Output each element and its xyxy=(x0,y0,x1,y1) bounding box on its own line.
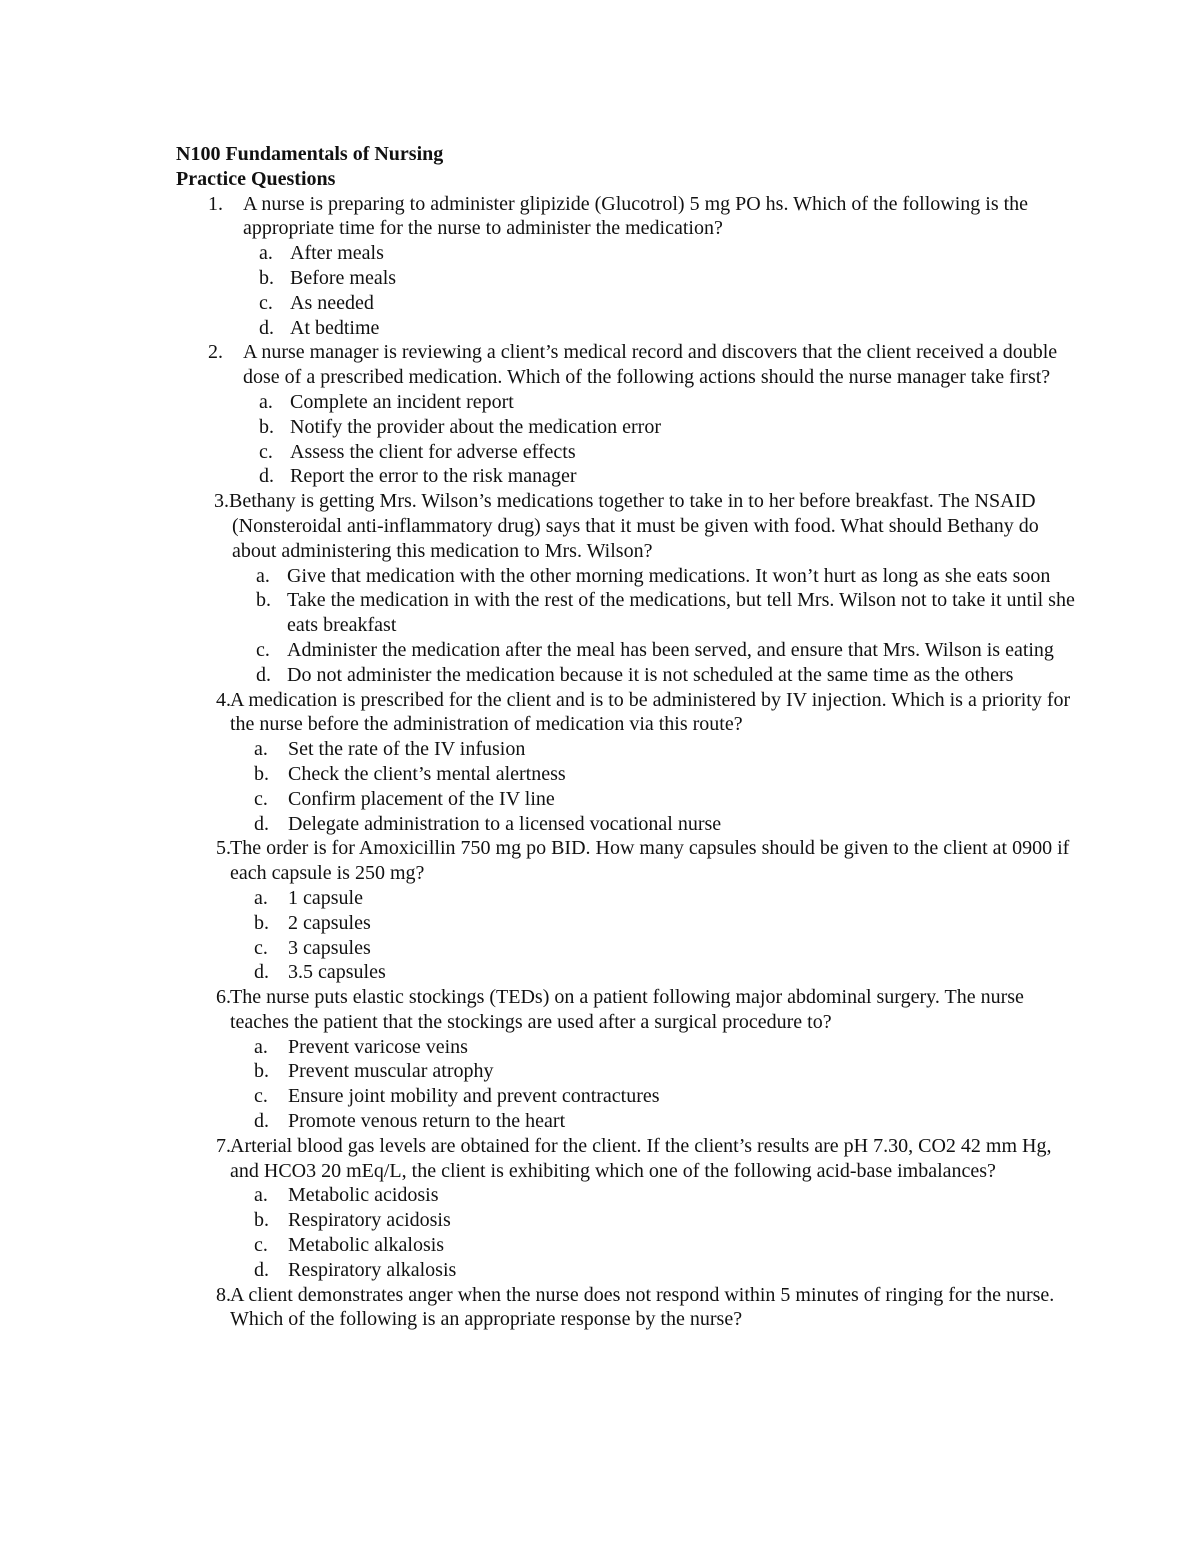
option-letter: a. xyxy=(254,886,268,909)
answer-options xyxy=(176,241,1076,340)
option-letter: a. xyxy=(259,390,273,413)
answer-option xyxy=(176,415,1076,440)
answer-option xyxy=(176,663,1076,688)
answer-option xyxy=(176,390,1076,415)
answer-option xyxy=(176,1059,1076,1084)
question-number: 4. xyxy=(216,688,231,711)
document-body xyxy=(176,142,1076,1332)
answer-options xyxy=(176,737,1076,836)
option-letter: c. xyxy=(254,1085,268,1108)
option-text: Give that medication with the other morning medications. It won’t hurt as long as she eats soon xyxy=(287,564,1051,587)
question-8 xyxy=(176,1283,1076,1333)
option-letter: b. xyxy=(254,762,269,785)
question-text: The nurse puts elastic stockings (TEDs) on a patient following major abdominal surgery. The nurse teaches the patient that the stockings are used after a surgical procedure to? xyxy=(230,986,1024,1033)
answer-option xyxy=(176,1084,1076,1109)
option-text: Set the rate of the IV infusion xyxy=(288,738,526,761)
answer-options xyxy=(176,886,1076,985)
option-text: Check the client’s mental alertness xyxy=(288,762,566,785)
option-text: 1 capsule xyxy=(288,886,363,909)
option-text: Confirm placement of the IV line xyxy=(288,787,555,810)
option-text: Report the error to the risk manager xyxy=(290,465,577,488)
answer-option xyxy=(176,1109,1076,1134)
option-letter: b. xyxy=(254,1209,269,1232)
option-text: Respiratory acidosis xyxy=(288,1209,451,1232)
option-text: Delegate administration to a licensed vocational nurse xyxy=(288,812,722,835)
question-text: A nurse is preparing to administer glipizide (Glucotrol) 5 mg PO hs. Which of the following is the appropriate time for the nurse to administer the medication? xyxy=(243,192,1029,240)
question-6 xyxy=(176,985,1076,1134)
answer-option xyxy=(176,886,1076,911)
option-text: 3 capsules xyxy=(288,936,371,959)
option-text: Do not administer the medication because it is not scheduled at the same time as the others xyxy=(287,663,1014,686)
answer-option xyxy=(176,440,1076,465)
option-text: Notify the provider about the medication error xyxy=(290,415,661,438)
question-number: 1. xyxy=(208,192,223,215)
option-letter: d. xyxy=(256,663,271,686)
option-letter: d. xyxy=(259,316,274,339)
answer-option xyxy=(176,291,1076,316)
answer-options xyxy=(176,1035,1076,1134)
answer-options xyxy=(176,564,1076,688)
answer-option xyxy=(176,787,1076,812)
answer-option xyxy=(176,564,1076,589)
option-text: Complete an incident report xyxy=(290,390,514,413)
option-letter: a. xyxy=(259,242,273,265)
question-text: A medication is prescribed for the client and is to be administered by IV injection. Which is a priority for the nurse before the administration of medication via this route? xyxy=(230,688,1071,736)
option-text: At bedtime xyxy=(290,316,380,339)
option-text: Prevent muscular atrophy xyxy=(288,1060,494,1083)
answer-option xyxy=(176,464,1076,489)
answer-option xyxy=(176,1233,1076,1258)
question-text: A nurse manager is reviewing a client’s medical record and discovers that the client received a double dose of a prescribed medication. Which of the following actions should the nurse manager take first? xyxy=(243,341,1058,389)
question-number: 3. xyxy=(214,490,229,513)
question-1 xyxy=(176,192,1076,341)
option-letter: a. xyxy=(256,564,270,587)
option-text: Promote venous return to the heart xyxy=(288,1110,566,1133)
option-text: As needed xyxy=(290,291,374,314)
option-text: 3.5 capsules xyxy=(288,961,386,984)
answer-option xyxy=(176,266,1076,291)
answer-option xyxy=(176,1183,1076,1208)
option-text: Before meals xyxy=(290,266,397,289)
answer-option xyxy=(176,960,1076,985)
answer-option xyxy=(176,241,1076,266)
question-text: Bethany is getting Mrs. Wilson’s medications together to take in to her before breakfast. The NSAID (Nonsteroidal anti-inflammatory drug) says that it must be given with food. What should Bethany do about administering this medication to Mrs. Wilson? xyxy=(229,490,1039,562)
option-text: Take the medication in with the rest of the medications, but tell Mrs. Wilson not to take it until she eats breakfast xyxy=(287,589,1075,637)
question-number: 8. xyxy=(216,1283,231,1306)
answer-option xyxy=(176,316,1076,341)
option-letter: b. xyxy=(254,1060,269,1083)
answer-option xyxy=(176,812,1076,837)
question-5 xyxy=(176,836,1076,985)
option-letter: d. xyxy=(259,465,274,488)
question-4 xyxy=(176,688,1076,837)
option-text: Metabolic alkalosis xyxy=(288,1234,445,1257)
option-letter: b. xyxy=(254,911,269,934)
option-letter: b. xyxy=(259,266,274,289)
answer-options xyxy=(176,1183,1076,1282)
option-letter: d. xyxy=(254,1110,269,1133)
answer-options xyxy=(176,390,1076,489)
option-letter: b. xyxy=(256,589,271,612)
option-text: Metabolic acidosis xyxy=(288,1184,439,1207)
option-letter: a. xyxy=(254,738,268,761)
question-2 xyxy=(176,340,1076,489)
option-letter: b. xyxy=(259,415,274,438)
option-letter: c. xyxy=(254,787,268,810)
option-text: 2 capsules xyxy=(288,911,371,934)
option-letter: a. xyxy=(254,1035,268,1058)
question-7 xyxy=(176,1134,1076,1283)
question-number: 2. xyxy=(208,341,223,364)
answer-option xyxy=(176,737,1076,762)
question-text: The order is for Amoxicillin 750 mg po BID. How many capsules should be given to the client at 0900 if each capsule is 250 mg? xyxy=(230,837,1070,885)
option-letter: d. xyxy=(254,1258,269,1281)
question-text: Arterial blood gas levels are obtained for the client. If the client’s results are pH 7.30, CO2 42 mm Hg, and HCO3 20 mEq/L, the client is exhibiting which one of the following acid-base imbalances? xyxy=(230,1134,1052,1182)
question-3 xyxy=(176,489,1076,687)
option-letter: c. xyxy=(254,1234,268,1257)
option-letter: c. xyxy=(259,291,273,314)
answer-option xyxy=(176,936,1076,961)
option-text: Administer the medication after the meal has been served, and ensure that Mrs. Wilson is eating xyxy=(287,638,1054,661)
option-letter: d. xyxy=(254,961,269,984)
answer-option xyxy=(176,1208,1076,1233)
answer-option xyxy=(176,1258,1076,1283)
question-number: 7. xyxy=(216,1134,231,1157)
question-number: 5. xyxy=(216,837,231,860)
option-letter: d. xyxy=(254,812,269,835)
option-letter: c. xyxy=(256,638,270,661)
answer-option xyxy=(176,588,1076,638)
answer-option xyxy=(176,911,1076,936)
document-subtitle: Practice Questions xyxy=(176,167,336,190)
answer-option xyxy=(176,638,1076,663)
question-number: 6. xyxy=(216,986,231,1009)
option-text: Prevent varicose veins xyxy=(288,1035,468,1058)
option-text: Respiratory alkalosis xyxy=(288,1258,457,1281)
option-text: Assess the client for adverse effects xyxy=(290,440,576,463)
question-text: A client demonstrates anger when the nurse does not respond within 5 minutes of ringing for the nurse. Which of the following is an appropriate response by the nurse? xyxy=(230,1283,1055,1331)
document-title: N100 Fundamentals of Nursing xyxy=(176,143,444,165)
option-letter: a. xyxy=(254,1184,268,1207)
option-text: After meals xyxy=(290,242,384,265)
option-letter: c. xyxy=(254,936,268,959)
option-text: Ensure joint mobility and prevent contractures xyxy=(288,1085,660,1108)
answer-option xyxy=(176,762,1076,787)
option-letter: c. xyxy=(259,440,273,463)
answer-option xyxy=(176,1035,1076,1060)
